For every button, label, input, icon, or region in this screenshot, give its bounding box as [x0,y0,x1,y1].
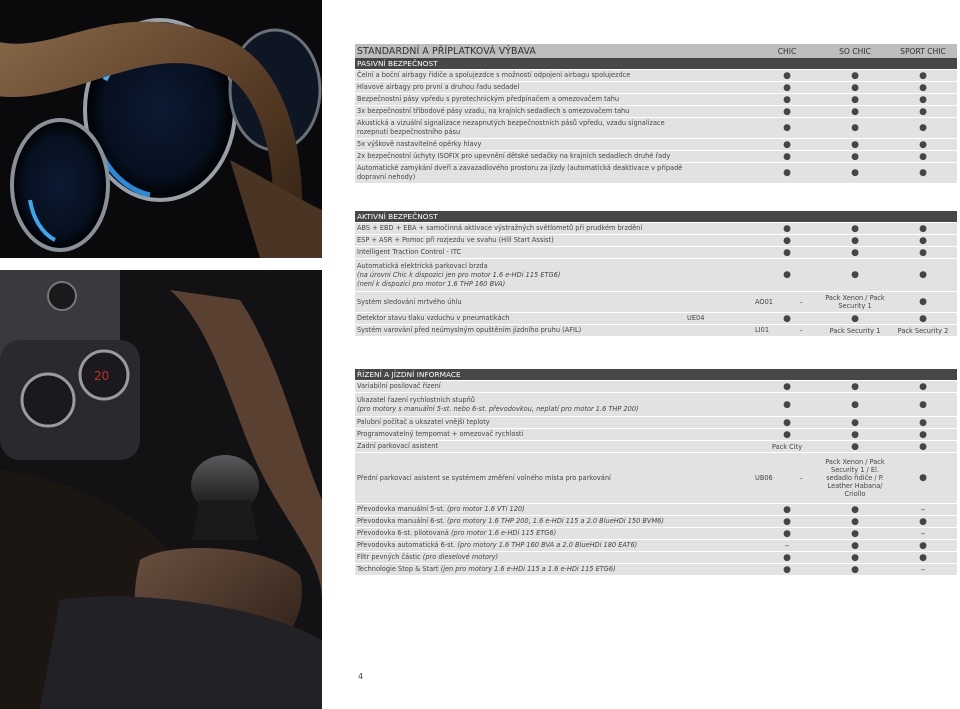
row-label-text: ESP + ASR + Pomoc při rozjezdu ve svahu (Hill Start Assist) [357,236,554,244]
column-sport-chic: SPORT CHIC [900,46,946,56]
row-label-text: Technologie Stop & Start [357,565,439,573]
cell-chic: ● [783,564,791,575]
table-row [355,325,957,336]
row-label [355,395,685,415]
cell-chic: ● [783,223,791,234]
cell-so-chic: ● [851,70,859,81]
row-label-text: Intelligent Traction Control - ITC [357,248,462,256]
cell-so-chic: ● [851,106,859,117]
cell-so-chic: ● [851,139,859,150]
cell-sport-chic: ● [919,82,927,93]
cell-chic: ● [783,504,791,515]
row-label-text: Převodovka automatická 6-st. [357,541,456,549]
cell-sport-chic: ● [919,235,927,246]
option-dash: – [799,473,803,482]
svg-text:20: 20 [94,369,110,383]
row-label [355,381,685,392]
cell-so-chic: ● [851,516,859,527]
table-row [355,313,957,324]
cell-so-chic: ● [851,552,859,563]
equipment-table [355,44,957,575]
row-label-text: 3x bezpečnostní tříbodové pásy vzadu, na krajních sedadlech s omezovačem tahu [357,107,630,115]
table-row [355,139,957,150]
cell-so-chic: ● [851,82,859,93]
row-label-text: Převodovka manuální 6-st. [357,517,445,525]
cell-sport-chic: ● [919,429,927,440]
table-row [355,94,957,105]
sections-container [355,58,957,575]
cell-so-chic: ● [851,247,859,258]
row-label [355,528,685,539]
row-label-text: Hlavové airbagy pro první a druhou řadu sedadel [357,83,520,91]
section-gap [355,336,957,369]
row-label [355,313,685,324]
cell-sport-chic: ● [919,540,927,551]
cell-so-chic: ● [851,429,859,440]
row-label-note: (pro motory 1.6 THP 160 BVA a 2.0 BlueHDi 180 EAT6) [457,541,638,549]
cell-chic: ● [783,168,791,178]
row-label [355,473,753,484]
table-row [355,528,957,539]
cell-sport-chic: ● [919,123,927,133]
row-label-text: Palubní počítač a ukazatel vnější teploty [357,418,490,426]
cell-so-chic: ● [851,123,859,133]
cell-chic: ● [783,516,791,527]
table-row [355,381,957,392]
cell-sport-chic: ● [919,473,927,483]
row-label-subnote: (na úrovni Chic k dispozici jen pro motor 1.6 e-HDi 115 ETG6) [357,270,561,279]
row-label [355,552,685,563]
column-chic: CHIC [777,46,797,56]
option-dash: – [799,297,803,306]
cell-so-chic: ● [851,223,859,234]
row-label [355,139,685,150]
row-label-text: Přední parkovací asistent se systémem změření volného místa pro parkování [357,473,611,482]
cell-sport-chic: ● [919,313,927,324]
row-label-text: 5x výškově nastavitelné opěrky hlavy [357,140,482,148]
cell-so-chic: ● [851,399,859,410]
cell-so-chic: ● [851,313,859,324]
row-label-text: ABS + EBD + EBA + samočinná aktivace výstražných světlometů při prudkém brzdění [357,224,643,232]
row-label [355,504,685,515]
row-label [355,297,753,308]
cell-so-chic: ● [851,540,859,551]
section-title: ŘÍZENÍ A JÍZDNÍ INFORMACE [355,369,957,380]
cell-so-chic: ● [851,417,859,428]
row-label-note: (pro motor 1.6 e-HDi 115 ETG6) [450,529,557,537]
cell-chic: ● [783,417,791,428]
cell-chic: ● [783,94,791,105]
cell-sport-chic: ● [919,417,927,428]
row-label-text: Automatická elektrická parkovací brzda [357,261,488,270]
table-header [355,44,957,58]
row-label-text: Převodovka 6-st. pilotovaná [357,529,449,537]
row-label [355,118,685,138]
cell-chic: ● [783,106,791,117]
row-label-text: Ukazatel řazení rychlostních stupňů [357,395,475,404]
cell-sport-chic: ● [919,516,927,527]
row-label-note: (pro motory 1.6 THP 200, 1.6 e-HDi 115 a 2.0 BlueHDi 150 BVM6) [446,517,664,525]
table-row [355,151,957,162]
cell-sport-chic: ● [919,106,927,117]
row-label-text: Systém varování před neúmyslným opuštěním jízdního pruhu (AFIL) [357,326,582,334]
table-row [355,393,957,416]
table-row [355,417,957,428]
cell-chic: ● [783,381,791,392]
row-label [355,564,685,575]
table-row [355,453,957,503]
option-code: UE04 [687,314,705,322]
cell-sport-chic: ● [919,247,927,258]
row-label [355,82,685,93]
table-row [355,429,957,440]
row-label-note: (pro dieselové motory) [422,553,499,561]
cell-chic: ● [783,270,791,280]
row-label-subnote: (není k dispozici pro motor 1.6 THP 160 BVA) [357,279,506,288]
cell-chic: ● [783,247,791,258]
cell-sport-chic: ● [919,70,927,81]
row-label [355,163,685,183]
cell-sport-chic: ● [919,94,927,105]
cell-sport-chic: ● [919,381,927,392]
row-label-text: Detektor stavu tlaku vzduchu v pneumatikách [357,314,510,322]
table-row [355,247,957,258]
cell-chic: – [784,540,790,551]
option-code: AO01 [755,297,773,306]
row-label [355,441,685,452]
row-label [355,223,685,234]
cell-so-chic: ● [851,235,859,246]
section-gap [355,183,957,211]
cell-so-chic: Pack Xenon / Pack Security 1 / El. sedadlo řidiče / P. Leather Habana/ Criollo [825,458,885,498]
table-row [355,441,957,452]
table-row [355,235,957,246]
row-label-text: Akustická a vizuální signalizace nezapnutých bezpečnostních pásů vpředu, vzadu signalizace rozepnutí bezpečnostního pásu [357,119,665,136]
row-label-text: Automatické zamykání dveří a zavazadlového prostoru za jízdy (automatická deaktivace v případě dopravní nehody) [357,164,683,181]
table-title: STANDARDNÍ A PŘÍPLATKOVÁ VÝBAVA [357,45,536,57]
table-row [355,106,957,117]
cell-so-chic: ● [851,504,859,515]
row-label-text: Bezpečnostní pásy vpředu s pyrotechnickým předpínačem a omezovačem tahu [357,95,620,103]
cell-sport-chic: ● [919,270,927,280]
cell-chic: ● [783,313,791,324]
row-label-text: Variabilní posilovač řízení [357,382,441,390]
cell-chic: ● [783,123,791,133]
cell-sport-chic: – [920,564,926,575]
table-row [355,82,957,93]
row-label-text: Převodovka manuální 5-st. [357,505,445,513]
table-row [355,70,957,81]
row-label [355,94,685,105]
row-label-note: (pro motor 1.6 VTi 120) [446,505,525,513]
cell-sport-chic: – [920,528,926,539]
option-code: UB06 [755,473,773,482]
row-label [355,261,685,290]
row-label-text: Zadní parkovací asistent [357,442,439,450]
option-code: LI01 [755,326,770,334]
cell-sport-chic: ● [919,168,927,178]
cell-so-chic: ● [851,94,859,105]
cell-so-chic: ● [851,270,859,280]
table-row [355,118,957,138]
cell-chic: ● [783,82,791,93]
cell-chic: ● [783,151,791,162]
cell-so-chic: ● [851,151,859,162]
interior-photo-panel [0,0,322,709]
table-row [355,552,957,563]
row-label [355,247,685,258]
cell-chic: Pack City [771,442,803,451]
cell-chic: ● [783,429,791,440]
cell-sport-chic: ● [919,223,927,234]
cell-so-chic: ● [851,564,859,575]
row-label [355,516,685,527]
cell-sport-chic: ● [919,139,927,150]
row-label-text: Čelní a boční airbagy řidiče a spolujezdce s možností odpojení airbagu spolujezdce [357,71,631,79]
cell-sport-chic: ● [919,297,927,307]
row-label-subnote: (pro motory s manuální 5-st. nebo 6-st. převodovkou, neplatí pro motor 1.6 THP 200) [357,404,639,413]
row-label-text: Systém sledování mrtvého úhlu [357,297,462,306]
column-so-chic: SO CHIC [839,46,871,56]
cell-so-chic: ● [851,381,859,392]
interior-photos-illustration [0,0,322,709]
page-number: 4 [358,672,364,681]
cell-so-chic: ● [851,441,859,452]
cell-chic: ● [783,70,791,81]
section-title: AKTIVNÍ BEZPEČNOST [355,211,957,222]
cell-so-chic: Pack Security 1 [829,326,881,335]
option-dash: – [799,326,803,334]
cell-sport-chic: ● [919,441,927,452]
table-row [355,516,957,527]
row-label-note: (jen pro motory 1.6 e-HDi 115 a 1.6 e-HDi 115 ETG6) [440,565,616,573]
row-label [355,106,685,117]
cell-sport-chic: – [920,504,926,515]
table-row [355,259,957,291]
table-row [355,163,957,183]
cell-chic: ● [783,235,791,246]
table-row [355,504,957,515]
row-label [355,429,685,440]
row-label [355,151,685,162]
row-label [355,235,685,246]
cell-sport-chic: ● [919,552,927,563]
cell-sport-chic: Pack Security 2 [897,326,949,335]
cell-sport-chic: ● [919,151,927,162]
cell-so-chic: Pack Xenon / Pack Security 1 [825,294,885,310]
row-label-text: 2x bezpečnostní úchyty ISOFIX pro upevnění dětské sedačky na krajních sedadlech druhé řady [357,152,671,160]
row-label [355,70,685,81]
cell-so-chic: ● [851,168,859,178]
section-title: PASIVNÍ BEZPEČNOST [355,58,957,69]
row-label-text: Filtr pevných částic [357,553,421,561]
table-row [355,540,957,551]
cell-chic: ● [783,552,791,563]
cell-chic: ● [783,528,791,539]
row-label [355,417,685,428]
row-label [355,325,753,336]
table-row [355,223,957,234]
cell-chic: ● [783,399,791,410]
row-label [355,540,685,551]
cell-so-chic: ● [851,528,859,539]
table-row [355,292,957,312]
cell-chic: ● [783,139,791,150]
cell-sport-chic: ● [919,399,927,410]
row-label-text: Programovatelný tempomat + omezovač rychlosti [357,430,524,438]
table-row [355,564,957,575]
